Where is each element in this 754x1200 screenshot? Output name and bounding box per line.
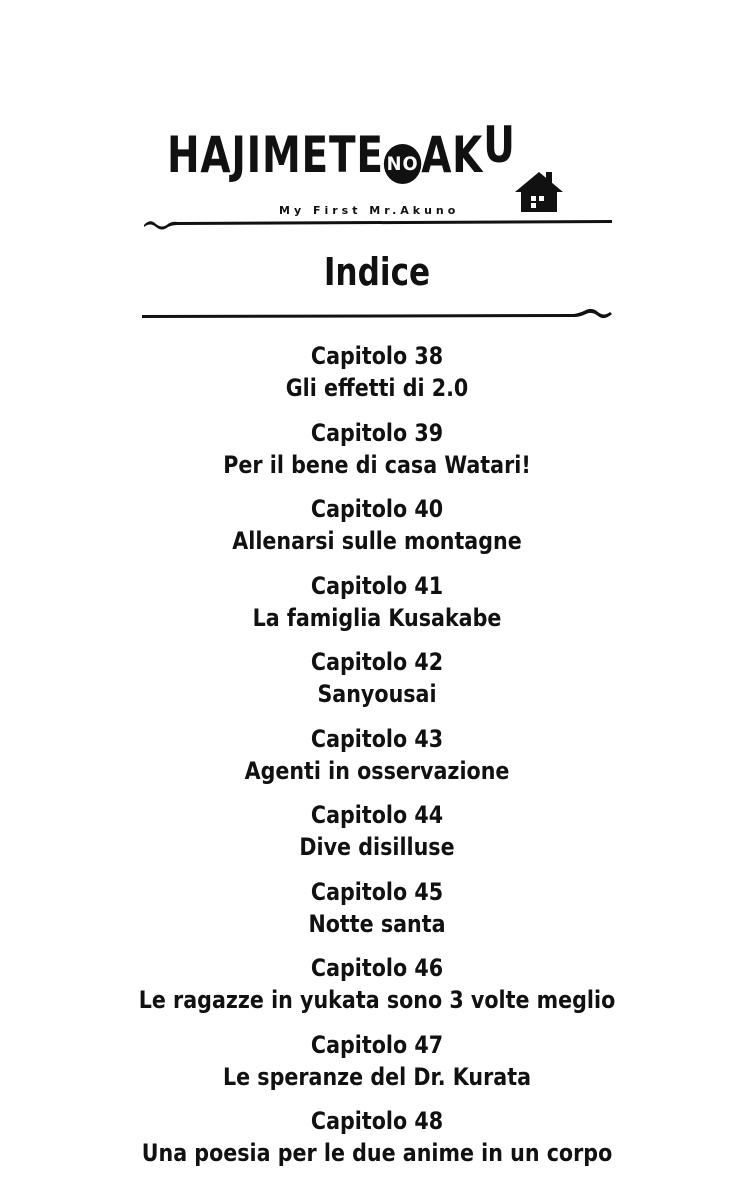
logo-title — [167, 116, 516, 184]
chapter-title: Dive disilluse — [299, 833, 455, 861]
chapter-number: Capitolo 43 — [310, 724, 444, 753]
chapter-number: Capitolo 44 — [310, 801, 444, 829]
toc-item — [0, 876, 754, 953]
chapter-number: Capitolo 39 — [310, 418, 444, 447]
toc-item — [0, 340, 754, 417]
chapter-number: Capitolo 40 — [310, 495, 444, 523]
toc-item — [0, 723, 754, 800]
toc-item — [0, 1105, 754, 1182]
chapter-title: Allenarsi sulle montagne — [232, 527, 522, 555]
toc-item — [0, 417, 754, 494]
chapter-number: Capitolo 47 — [310, 1030, 444, 1059]
toc-item — [0, 493, 754, 570]
chapter-title: La famiglia Kusakabe — [252, 603, 502, 632]
chapter-number: Capitolo 38 — [310, 342, 444, 370]
toc-item — [0, 570, 754, 647]
chapter-title: Gli effetti di 2.0 — [285, 374, 469, 402]
chapter-title: Le speranze del Dr. Kurata — [222, 1062, 532, 1091]
chapter-number: Capitolo 42 — [310, 648, 444, 676]
toc-item — [0, 799, 754, 876]
logo-subtitle: My First Mr.Akuno — [279, 204, 460, 217]
toc-item — [0, 1029, 754, 1106]
logo-title-u: U — [483, 116, 516, 174]
chapter-title: Per il bene di casa Watari! — [223, 450, 531, 479]
logo-title-end: AK — [421, 126, 484, 184]
house-icon — [513, 168, 565, 214]
chapter-title: Una poesia per le due anime in un corpo — [141, 1139, 613, 1167]
toc-item — [0, 646, 754, 723]
chapter-number: Capitolo 48 — [310, 1107, 444, 1135]
chapter-title: Notte santa — [308, 909, 446, 938]
top-divider — [142, 213, 612, 231]
bottom-divider — [142, 305, 612, 323]
page-title: Indice — [323, 250, 431, 294]
chapter-number: Capitolo 46 — [310, 954, 444, 982]
chapter-title: Agenti in osservazione — [244, 756, 510, 785]
table-of-contents — [0, 340, 754, 1182]
logo-title-main: HAJIMETE — [167, 126, 384, 184]
toc-item — [0, 952, 754, 1029]
logo-no-badge: NO — [384, 144, 421, 184]
chapter-title: Sanyousai — [317, 680, 437, 708]
chapter-number: Capitolo 45 — [310, 877, 444, 906]
chapter-title: Le ragazze in yukata sono 3 volte meglio — [138, 986, 616, 1014]
chapter-number: Capitolo 41 — [310, 571, 444, 600]
